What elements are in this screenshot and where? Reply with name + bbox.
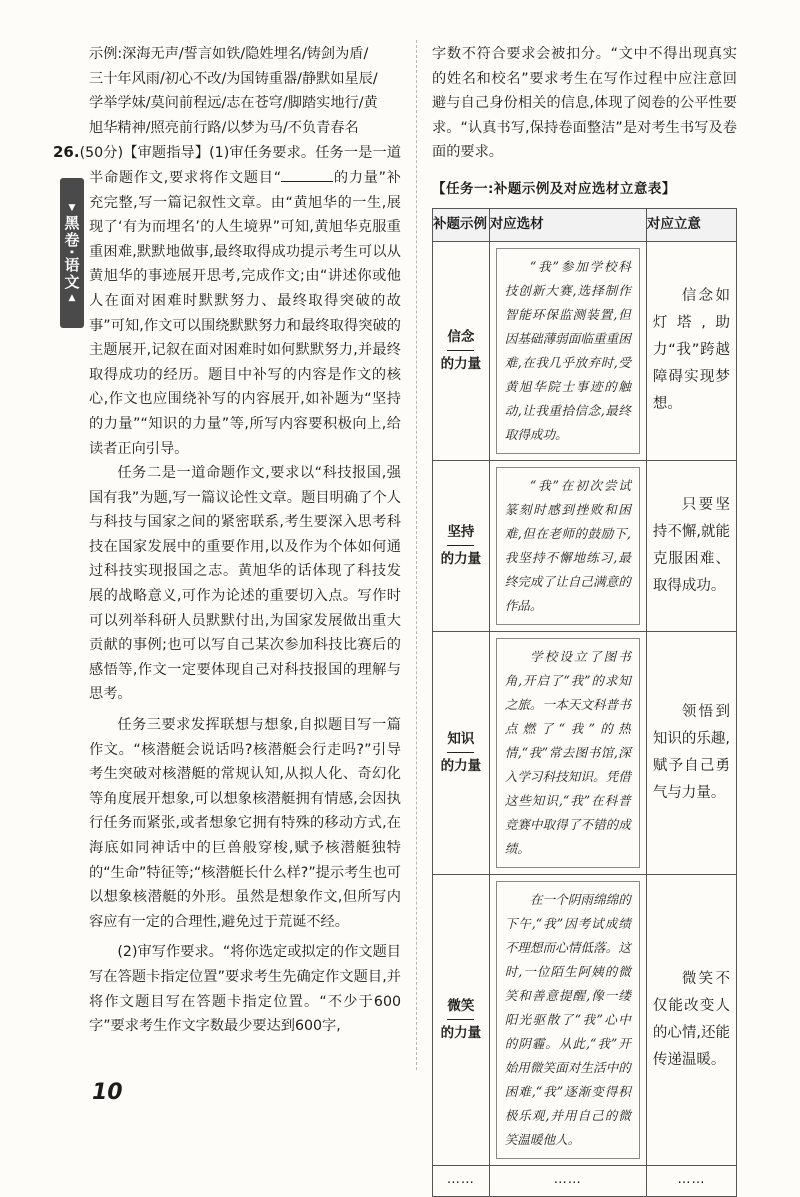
example-suffix: 的力量: [440, 758, 482, 775]
material-cell: [489, 460, 646, 631]
side-tab: [60, 178, 84, 328]
right-column: [432, 42, 737, 1197]
example-cell: [433, 460, 490, 631]
intro-line: 示例:深海无声/誓言如铁/隐姓埋名/铸剑为盾/: [89, 46, 369, 62]
table-row: [433, 460, 737, 631]
column-header: 对应立意: [646, 208, 736, 241]
material-cell: [489, 241, 646, 460]
continuation-paragraph: 字数不符合要求会被扣分。“文中不得出现真实的姓名和校名”要求考生在写作过程中应注意回避与自己身份相关的信息,体现了阅卷的公平性要求。“认真书写,保持卷面整洁”是对考生书写及卷面的要求。: [432, 46, 737, 161]
table-row-ellipsis: [433, 1165, 737, 1196]
task-two-paragraph: 任务二是一道命题作文,要求以“科技报国,强国有我”为题,写一篇议论性文章。题目明确了个人与科技与国家之间的紧密联系,考生要深入思考科技在国家发展中的重要作用,以及作为个体如何通过科技实现报国之志。黄旭华的话体现了科技发展的战略意义,可作为论述的重要切入点。写作时可以列举科研人员默默付出,为国家发展做出重大贡献的事例;也可以写自己某次参加科技比赛后的感悟等,作文一定要体现自己对科技报国的理解与思考。: [89, 465, 401, 703]
example-cell: [433, 874, 490, 1165]
column-header: 对应选材: [489, 208, 646, 241]
material-cell: [489, 631, 646, 874]
intent-cell: [646, 874, 736, 1165]
table-header-row: [433, 208, 737, 241]
intent-text: 只要坚持不懈,就能克服困难、取得成功。: [652, 496, 730, 594]
paragraph-text: 的力量”补充完整,写一篇记叙性文章。由“黄旭华的一生,展现了‘有为而埋名’的人生境界”可知,黄旭华克服重重困难,默默地做事,最终取得成功提示考生可以从黄旭华的事迹展开思考,完成作文;由“讲述你或他人在面对困难时默默努力、最终取得突破的故事”可知,作文可以围绕默默努力和最终取得突破的主题展开,记叙在面对困难时如何默默努力,并最终取得成功的经历。题目中补写的内容是作文的核心,作文也应围绕补写的内容展开,如补题为“坚持的力量”“知识的力量”等,所写内容要积极向上,给读者正向引导。: [89, 169, 401, 457]
writing-requirements-paragraph: (2)审写作要求。“将你选定或拟定的作文题目写在答题卡指定位置”要求考生先确定作文题目,并将作文题目写在答题卡指定位置。“不少于600字”要求考生作文字数最少要达到600字,: [89, 944, 401, 1035]
paragraph-text: (50分)【审题指导】(1)审任务要求。任务一是一道半命题作文,要求将作文题目“: [79, 145, 401, 186]
topic-examples-table: [432, 208, 737, 1197]
table-row: [433, 241, 737, 460]
triangle-up-icon: ▲: [68, 292, 76, 303]
example-suffix: 的力量: [440, 551, 482, 568]
example-cell: [433, 631, 490, 874]
intro-line: 旭华精神/照亮前行路/以梦为马/不负青春名: [89, 119, 359, 136]
intent-cell: [646, 631, 736, 874]
material-text: “我”在初次尝试篆刻时感到挫败和困难,但在老师的鼓励下,我坚持不懈地练习,最终完成了让自己满意的作品。: [496, 467, 640, 625]
material-text: “我”参加学校科技创新大赛,选择制作智能环保监测装置,但因基础薄弱面临重重困难,在我几乎放弃时,受黄旭华院士事迹的触动,让我重拾信念,最终取得成功。: [496, 248, 640, 454]
table-row: [433, 874, 737, 1165]
example-keyword: 坚持: [447, 519, 474, 546]
intent-text: 微笑不仅能改变人的心情,还能传递温暖。: [652, 970, 730, 1068]
page-number: 10: [92, 1080, 123, 1105]
material-text: 学校设立了图书角,开启了“我”的求知之旅。一本天文科普书点燃了“我”的热情,“我”常去图书馆,深入学习科技知识。凭借这些知识,“我”在科普竞赛中取得了不错的成绩。: [496, 638, 640, 868]
intro-line: 三十年风雨/初心不改/为国铸重器/静默如星辰/: [89, 70, 378, 87]
side-tab-label: 黑卷·语文: [62, 215, 81, 291]
example-keyword: 知识: [447, 726, 474, 753]
example-keyword: 信念: [447, 324, 474, 351]
intent-cell: [646, 241, 736, 460]
ellipsis-cell: ……: [489, 1165, 646, 1196]
intent-text: 信念如灯塔,助力“我”跨越障碍实现梦想。: [652, 288, 730, 413]
table-heading: 【任务一:补题示例及对应选材立意表】: [432, 180, 676, 197]
example-suffix: 的力量: [440, 1025, 482, 1042]
column-header: 补题示例: [433, 208, 490, 241]
intent-text: 领悟到知识的乐趣,赋予自己勇气与力量。: [652, 703, 730, 801]
material-cell: [489, 874, 646, 1165]
material-text: 在一个阴雨绵绵的下午,“我”因考试成绩不理想而心情低落。这时,一位陌生阿姨的微笑和善意提醒,像一缕阳光驱散了“我”心中的阴霾。从此,“我”开始用微笑面对生活中的困难,“我”逐渐变得积极乐观,并用自己的微笑温暖他人。: [496, 881, 640, 1159]
intent-cell: [646, 460, 736, 631]
table-row: [433, 631, 737, 874]
column-divider: [416, 40, 417, 1070]
ellipsis-cell: ……: [646, 1165, 736, 1196]
example-cell: [433, 241, 490, 460]
intro-line: 学举学妹/莫问前程远/志在苍穹/脚踏实地行/黄: [89, 95, 378, 112]
ellipsis-cell: ……: [433, 1165, 490, 1196]
question-number: 26.: [53, 143, 80, 162]
example-suffix: 的力量: [440, 356, 482, 373]
triangle-down-icon: ▼: [68, 203, 76, 214]
example-keyword: 微笑: [447, 993, 474, 1020]
fill-in-blank: [281, 167, 333, 182]
task-three-paragraph: 任务三要求发挥联想与想象,自拟题目写一篇作文。“核潜艇会说话吗?核潜艇会行走吗?”引导考生突破对核潜艇的常规认知,从拟人化、奇幻化等角度展开想象,可以想象核潜艇拥有情感,会因执行任务而紧张,或者想象它拥有特殊的移动方式,在海底如同神话中的巨兽般穿梭,赋予核潜艇独特的“生命”特征等;“核潜艇长什么样?”提示考生也可以想象核潜艇的外形。虽然是想象作文,但所写内容应有一定的合理性,避免过于荒诞不经。: [89, 717, 401, 930]
